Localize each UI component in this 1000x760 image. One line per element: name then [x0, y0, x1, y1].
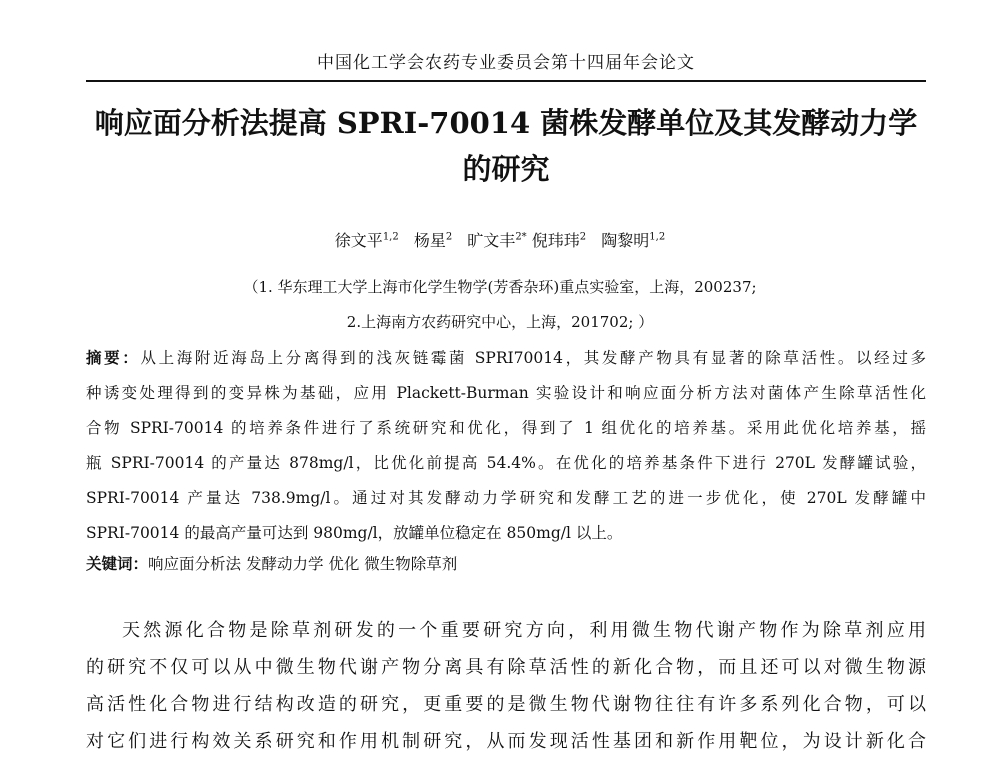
abstract-label: 摘要：	[86, 348, 141, 367]
header-rule	[86, 80, 926, 82]
body-line: 对它们进行构效关系研究和作用机制研究，从而发现活性基团和新作用靶位，为设计新化合	[86, 731, 926, 752]
abstract-line: SPRI-70014 的最高产量可达到 980mg/l，放罐单位稳定在 850mg/l 以上。	[86, 524, 623, 542]
abstract-line: 摘要：从上海附近海岛上分离得到的浅灰链霉菌 SPRI70014，其发酵产物具有显著的除草活性。以经过多	[86, 348, 926, 367]
body-line: 的研究不仅可以从中微生物代谢产物分离具有除草活性的新化合物，而且还可以对微生物源	[86, 657, 926, 678]
paper-title	[70, 100, 942, 192]
body-line: 高活性化合物进行结构改造的研究，更重要的是微生物代谢物往往有许多系列化合物，可以	[86, 694, 926, 715]
abstract-line: 瓶 SPRI-70014 的产量达 878mg/l，比优化前提高 54.4%。在优化的培养基条件下进行 270L 发酵罐试验，	[86, 454, 926, 472]
author-affiliation-mark: 2	[579, 231, 587, 243]
body-paragraph	[86, 612, 926, 760]
keywords-text: 响应面分析法 发酵动力学 优化 微生物除草剂	[148, 555, 458, 573]
keywords-label: 关键词：	[86, 554, 149, 573]
abstract-line: 种诱变处理得到的变异株为基础，应用 Plackett-Burman 实验设计和响应面分析方法对菌体产生除草活性化	[86, 384, 926, 402]
author-affiliation-mark: 2*	[515, 231, 527, 243]
running-header: 中国化工学会农药专业委员会第十四届年会论文	[317, 53, 695, 73]
title-line-1: 响应面分析法提高 SPRI-70014 菌株发酵单位及其发酵动力学	[94, 106, 918, 140]
author-affiliation-mark: 1,2	[382, 231, 399, 243]
abstract-line: 合物 SPRI-70014 的培养条件进行了系统研究和优化，得到了 1 组优化的培养基。采用此优化培养基，摇	[86, 419, 926, 437]
author-name: 徐文平	[334, 231, 383, 250]
author-affiliation-mark: 2	[445, 231, 453, 243]
affiliation-line-2: 2.上海南方农药研究中心，上海，201702; ）	[346, 313, 654, 331]
abstract	[86, 340, 926, 551]
affiliation-line-1: （1. 华东理工大学上海市化学生物学(芳香杂环)重点实验室，上海，200237;	[243, 278, 757, 296]
author-name: 旷文丰	[467, 231, 516, 250]
author-name: 陶黎明	[601, 231, 650, 250]
title-line-2: 的研究	[462, 152, 550, 186]
author-name: 倪玮玮	[531, 231, 580, 250]
abstract-line: SPRI-70014 产量达 738.9mg/l。通过对其发酵动力学研究和发酵工艺的进一步优化，使 270L 发酵罐中	[86, 489, 926, 507]
author-name: 杨星	[413, 231, 446, 250]
author-affiliation-mark: 1,2	[649, 231, 666, 243]
keywords	[86, 552, 926, 574]
body-line: 天然源化合物是除草剂研发的一个重要研究方向，利用微生物代谢产物作为除草剂应用	[122, 620, 926, 641]
author-list	[0, 228, 1000, 251]
